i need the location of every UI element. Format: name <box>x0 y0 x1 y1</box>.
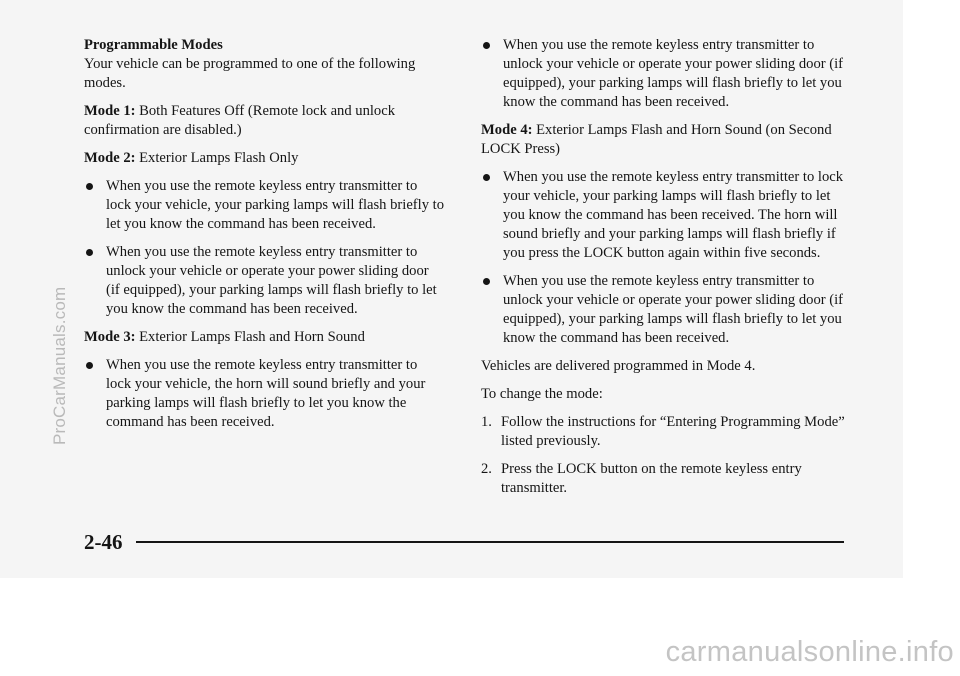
delivered-paragraph: Vehicles are delivered programmed in Mode 4. <box>481 358 756 374</box>
step-text: Follow the instructions for “Entering Programming Mode” listed previously. <box>501 414 845 449</box>
mode-3-bullets <box>84 356 444 432</box>
bullet-text: When you use the remote keyless entry transmitter to unlock your vehicle or operate your power sliding door (if equipped), your parking lamps will flash briefly to let you know the command has been received. <box>503 37 844 110</box>
step-number: 1. <box>481 414 492 430</box>
mode-2-bullets <box>84 177 444 319</box>
mode-1-label: Mode 1: <box>84 103 136 119</box>
bullet-icon <box>483 42 490 49</box>
step-text: Press the LOCK button on the remote keyless entry transmitter. <box>501 461 802 496</box>
right-column <box>481 36 851 507</box>
bottom-watermark: carmanualsonline.info <box>665 636 954 668</box>
bullet-icon <box>483 278 490 285</box>
left-column <box>84 36 444 441</box>
step-number: 2. <box>481 461 492 477</box>
footer-rule <box>136 541 844 543</box>
mode-4-text: Exterior Lamps Flash and Horn Sound (on Second LOCK Press) <box>481 122 832 157</box>
bullet-icon <box>483 174 490 181</box>
bullet-icon <box>86 362 93 369</box>
page-number: 2-46 <box>84 530 123 554</box>
step-item <box>481 413 851 451</box>
mode-2-paragraph <box>84 149 444 168</box>
bullet-text: When you use the remote keyless entry transmitter to lock your vehicle, your parking lamps will flash briefly to let you know the command has been received. The horn will sound briefly and your parking lamps will flash briefly if you press the LOCK button again within five seconds. <box>503 169 844 261</box>
section-heading: Programmable Modes <box>84 37 223 53</box>
mode-4-paragraph <box>481 121 851 159</box>
bullet-text: When you use the remote keyless entry transmitter to lock your vehicle, the horn will sound briefly and your parking lamps will flash briefly to let you know the command has been received. <box>106 357 426 430</box>
bullet-text: When you use the remote keyless entry transmitter to unlock your vehicle or operate your power sliding door (if equipped), your parking lamps will flash briefly to let you know the command has been received. <box>106 244 437 317</box>
change-mode-intro: To change the mode: <box>481 386 603 402</box>
mode-2-label: Mode 2: <box>84 150 136 166</box>
list-item <box>84 243 444 319</box>
mode-3-label: Mode 3: <box>84 329 136 345</box>
mode-3-text: Exterior Lamps Flash and Horn Sound <box>135 329 365 345</box>
list-item <box>481 168 851 263</box>
steps-list <box>481 413 851 498</box>
list-item <box>481 272 851 348</box>
side-watermark: ProCarManuals.com <box>50 286 69 445</box>
mode-1-text: Both Features Off (Remote lock and unlock confirmation are disabled.) <box>84 103 396 138</box>
mode-4-bullets <box>481 168 851 348</box>
list-item <box>84 177 444 234</box>
mode-3-bullets-continued <box>481 36 851 112</box>
mode-2-text: Exterior Lamps Flash Only <box>135 150 299 166</box>
list-item <box>481 36 851 112</box>
bullet-text: When you use the remote keyless entry transmitter to unlock your vehicle or operate your power sliding door (if equipped), your parking lamps will flash briefly to let you know the command has been received. <box>503 273 844 346</box>
bullet-text: When you use the remote keyless entry transmitter to lock your vehicle, your parking lamps will flash briefly to let you know the command has been received. <box>106 178 445 232</box>
intro-paragraph: Your vehicle can be programmed to one of the following modes. <box>84 56 416 91</box>
step-item <box>481 460 851 498</box>
bullet-icon <box>86 183 93 190</box>
list-item <box>84 356 444 432</box>
mode-4-label: Mode 4: <box>481 122 533 138</box>
mode-1-paragraph <box>84 102 444 140</box>
bullet-icon <box>86 249 93 256</box>
mode-3-paragraph <box>84 328 444 347</box>
